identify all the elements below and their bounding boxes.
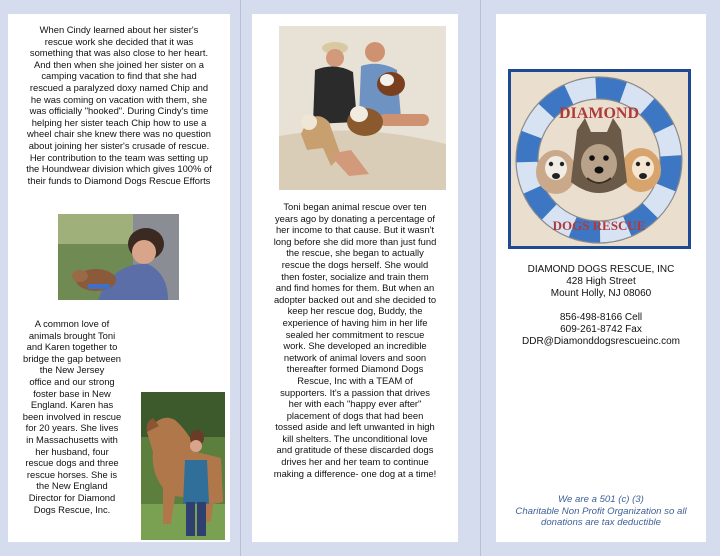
panel-left — [8, 14, 230, 542]
organization-address: DIAMOND DOGS RESCUE, INC 428 High Street Mount Holly, NJ 08060 — [527, 264, 675, 299]
contact-phones-email: 856-498-8166 Cell 609-261-8742 Fax DDR@Diamonddogsrescueinc.com — [522, 312, 680, 347]
cindy-bio-text: When Cindy learned about her sister's rescue work she decided that it was something that was also close to her heart. And then when she joined her sister on a camping vacation to find that she had rescued a paralyzed doxy named Chip and he was coming on vacation with them, she was officially "hooked". During Cindy's time helping her sister teach Chip how to use a wheel chair she knew there was no question about joining her sister's crusade of rescue. Her contribution to the team was setting up the Houndwear division which gives 100% of their funds to Diamond Dogs Rescue Efforts — [26, 24, 212, 186]
photo-cindy-with-dog — [58, 214, 179, 300]
photo-karen-with-horse — [141, 392, 225, 540]
panel-right — [496, 14, 706, 542]
logo-text-bottom: DOGS RESCUE — [552, 218, 646, 233]
diamond-dogs-rescue-logo — [508, 69, 691, 249]
toni-bio-text: Toni began animal rescue over ten years ago by donating a percentage of her income to that cause. But it wasn't long before she did more than just fund the rescue, she began to actually rescue the dogs herself. She would then foster, socialize and train them and find homes for them. But when an adopter backed out and she decided to keep her rescue dog, Buddy, the experience of having him in her life sealed her commitment to rescue work. She developed an incredible network of animal lovers and soon thereafter formed Diamond Dogs Rescue, Inc with a TEAM of supporters. It's a passion that drives her with each "happy ever after" placement of dogs that had been tossed aside and left unwanted in high kill shelters. The unconditional love and gratitude of these discarded dogs drives her and her team to continue making a difference- one dog at a time! — [273, 201, 437, 479]
fold-line-left — [240, 0, 241, 556]
photo-toni-with-dogs — [279, 26, 446, 190]
logo-text-top: DIAMOND — [559, 105, 639, 122]
fold-line-right — [480, 0, 481, 556]
nonprofit-statement: We are a 501 (c) (3) Charitable Non Profit Organization so all donations are tax deductible — [515, 494, 687, 529]
karen-bio-text: A common love of animals brought Toni and Karen together to bridge the gap between the New Jersey office and our strong foster base in New England. Karen has been involved in rescue for 20 years. She lives in Massachusetts with her husband, four rescue dogs and three rescue horses. She is the New England Director for Diamond Dogs Rescue, Inc. — [22, 318, 122, 515]
panel-middle — [252, 14, 458, 542]
